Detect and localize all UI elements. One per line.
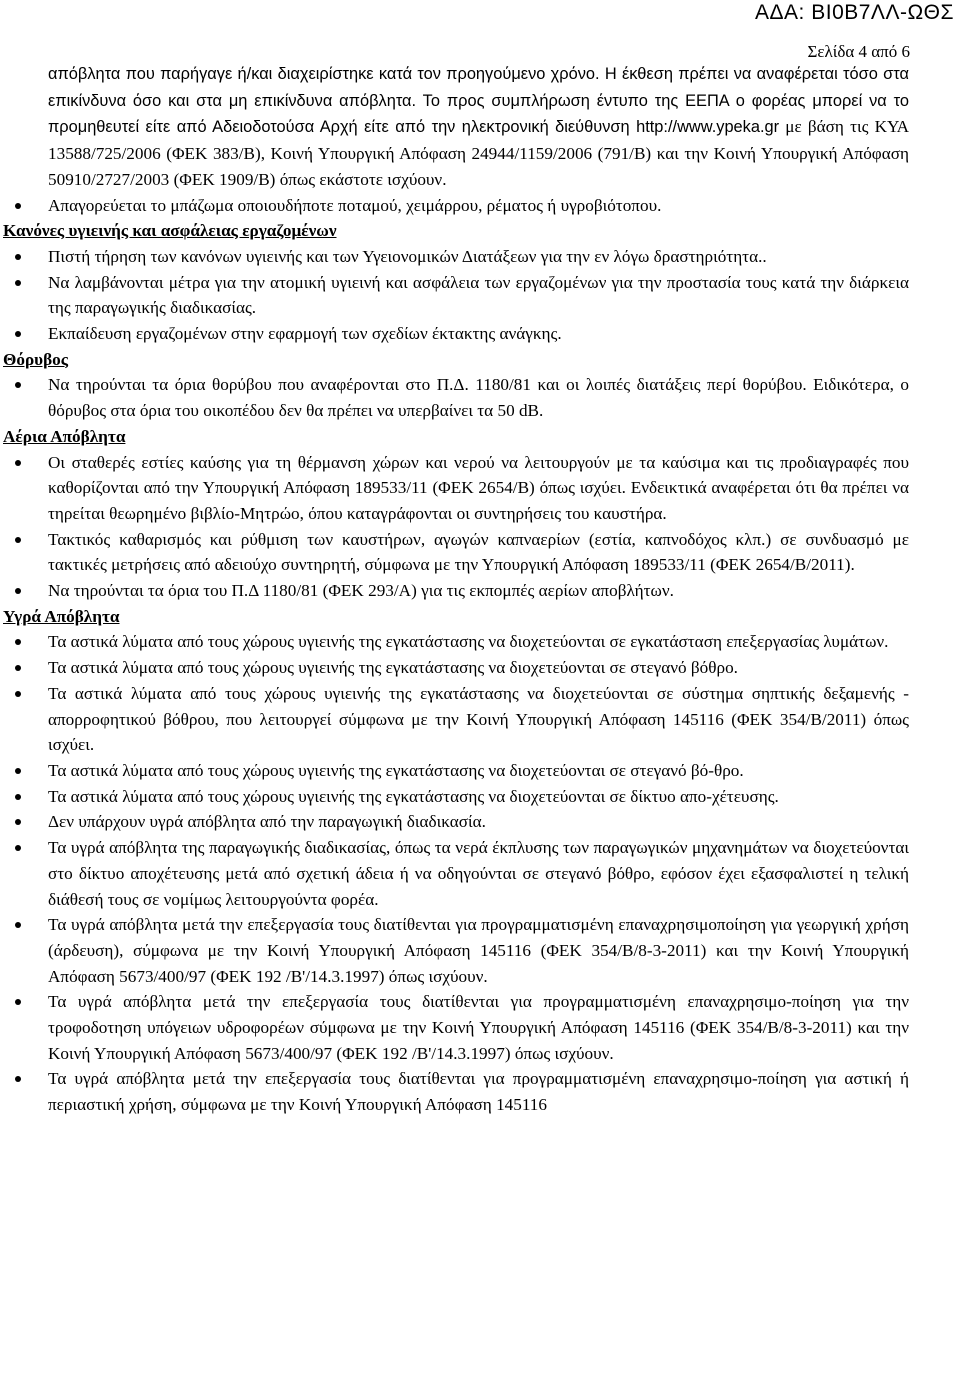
list-item bbox=[3, 809, 909, 835]
list-item-text: Τα αστικά λύματα από τους χώρους υγιεινής της εγκατάστασης να διοχετεύονται σε δίκτυο απο-χέτευσης. bbox=[48, 786, 779, 806]
list-item bbox=[3, 578, 909, 604]
intro-paragraph-part1: απόβλητα που παρήγαγε ή/και διαχειρίστηκε κατά τον προηγούμενο χρόνο. Η έκθεση πρέπει να αναφέρεται τόσο στα επικίνδυνα όσο και στα μη επικίνδυνα απόβλητα. Το προς συμπλήρωση έντυπο της ΕΕΠΑ ο φορέας μπορεί να το προμηθευτεί είτε από Αδειοδοτούσα Αρχή είτε από την ηλεκτρονική διεύθυνση http://www.ypeka.gr bbox=[48, 65, 909, 137]
list-item-text: Τα υγρά απόβλητα μετά την επεξεργασία τους διατίθενται για προγραμματισμένη επαναχρησιμο-ποίηση για την τροφοδοτηση υπόγειων υδροφορέων σύμφωνα με την Κοινή Υπουργική Απόφαση 145116 (ΦΕΚ 354/Β/8-3-2011) και την Κοινή Υπουργική Απόφαση 5673/400/97 (ΦΕΚ 192 /Β'/14.3.1997) όπως ισχύουν. bbox=[48, 992, 909, 1063]
list-item bbox=[3, 321, 909, 347]
list-item-text: Τα αστικά λύματα από τους χώρους υγιεινής της εγκατάστασης να διοχετεύονται σε εγκατάσταση επεξεργασίας λυμάτων. bbox=[48, 632, 889, 652]
bullet-icon bbox=[15, 922, 21, 928]
list-item-text: Τα υγρά απόβλητα της παραγωγικής διαδικασίας, όπως τα νερά έκπλυσης των παραγωγικών μηχανημάτων να διοχετεύονται στο δίκτυο αποχέτευσης μετά από σχετική άδεια ή να οδηγούνται σε στεγανό βόθρο, εφόσον έχει εξασφαλιστεί η τελική διάθεσή τους σε νομίμως λειτουργούντα φορέα. bbox=[48, 838, 909, 909]
list-item-text: Πιστή τήρηση των κανόνων υγιεινής και των Υγειονομικών Διατάξεων για την εν λόγω δραστηριότητα.. bbox=[48, 246, 767, 266]
list-item-text: Τα αστικά λύματα από τους χώρους υγιεινής της εγκατάστασης να διοχετεύονται σε στεγανό βό-θρο. bbox=[48, 760, 744, 780]
bullet-icon bbox=[15, 203, 21, 209]
document-body bbox=[3, 61, 909, 1118]
intro-bullet-list bbox=[3, 193, 909, 219]
bullet-icon bbox=[15, 794, 21, 800]
list-item bbox=[3, 193, 909, 219]
list-item-text: Οι σταθερές εστίες καύσης για τη θέρμανση χώρων και νερού να λειτουργούν με τα καύσιμα και τις προδιαγραφές που καθορίζονται από την Υπουργική Απόφαση 189533/11 (ΦΕΚ 2654/Β) όπως ισχύει. Ενδεικτικά αναφέρεται ότι θα πρέπει να τηρείται θεωρημένο βιβλίο-Μητρώο, όπου καταγράφονται οι συντηρήσεις του καυστήρα. bbox=[48, 452, 909, 523]
list-item bbox=[3, 629, 909, 655]
list-item bbox=[3, 912, 909, 989]
section-heading-liquid: Υγρά Απόβλητα bbox=[3, 606, 120, 626]
list-item bbox=[3, 1066, 909, 1117]
section-heading-air: Αέρια Απόβλητα bbox=[3, 426, 126, 446]
bullet-icon bbox=[15, 460, 21, 466]
list-item-text: Τα αστικά λύματα από τους χώρους υγιεινής της εγκατάστασης να διοχετεύονται σε στεγανό βόθρο. bbox=[48, 658, 738, 678]
bullet-icon bbox=[15, 1076, 21, 1082]
bullet-icon bbox=[15, 331, 21, 337]
intro-paragraph bbox=[48, 61, 909, 193]
bullet-icon bbox=[15, 537, 21, 543]
list-item-text: Τακτικός καθαρισμός και ρύθμιση των καυστήρων, αγωγών καπναερίων (εστία, καπνοδόχος κλπ.) σε συνδυασμό με τακτικές μετρήσεις από αδειούχο συντηρητή, σύμφωνα με την Υπουργική Απόφαση 189533/11 (ΦΕΚ 2654/Β/2011). bbox=[48, 529, 909, 575]
bullet-icon bbox=[15, 665, 21, 671]
list-item bbox=[3, 989, 909, 1066]
list-item bbox=[3, 758, 909, 784]
bullet-icon bbox=[15, 819, 21, 825]
bullet-icon bbox=[15, 280, 21, 286]
bullet-icon bbox=[15, 254, 21, 260]
list-item bbox=[3, 270, 909, 321]
list-item bbox=[3, 450, 909, 527]
bullet-icon bbox=[15, 845, 21, 851]
list-item bbox=[3, 835, 909, 912]
list-item-text: Τα αστικά λύματα από τους χώρους υγιεινής της εγκατάστασης να διοχετεύονται σε σύστημα σηπτικής δεξαμενής - απορροφητικού βόθρου, που λειτουργεί σύμφωνα με την Κοινή Υπουργική Απόφαση 145116 (ΦΕΚ 354/Β/2011) όπως ισχύει. bbox=[48, 683, 909, 755]
section-heading-noise: Θόρυβος bbox=[3, 349, 68, 369]
bullet-icon bbox=[15, 768, 21, 774]
list-item bbox=[3, 244, 909, 270]
list-item bbox=[3, 784, 909, 810]
list-item-text: Απαγορεύεται το μπάζωμα οποιουδήποτε ποταμού, χειμάρρου, ρέματος ή υγροβιότοπου. bbox=[48, 195, 662, 215]
bullet-icon bbox=[15, 691, 21, 697]
list-item-text: Τα υγρά απόβλητα μετά την επεξεργασία τους διατίθενται για προγραμματισμένη επαναχρησιμο-ποίηση για αστική ή περιαστική χρήση, σύμφωνα με την Κοινή Υπουργική Απόφαση 145116 bbox=[48, 1069, 909, 1115]
section-heading-hygiene: Κανόνες υγιεινής και ασφάλειας εργαζομένων bbox=[3, 221, 337, 241]
list-item bbox=[3, 372, 909, 423]
intro-paragraph-part2: με βάση τις ΚΥΑ 13588/725/2006 (ΦΕΚ 383/Β), Κοινή Υπουργική Απόφαση 24944/1159/2006 (791/Β) και την Κοινή Υπουργική Απόφαση 50910/2727/2003 (ΦΕΚ 1909/Β) όπως εκάστοτε ισχύουν. bbox=[48, 117, 910, 189]
ada-identifier: ΑΔΑ: ΒΙ0Β7ΛΛ-ΩΘΣ bbox=[755, 1, 954, 24]
bullet-icon bbox=[15, 382, 21, 388]
bullet-icon bbox=[15, 588, 21, 594]
list-item bbox=[3, 681, 909, 758]
list-item-text: Να τηρούνται τα όρια του Π.Δ 1180/81 (ΦΕΚ 293/Α) για τις εκπομπές αερίων αποβλήτων. bbox=[48, 581, 674, 601]
list-item bbox=[3, 527, 909, 578]
bullet-icon bbox=[15, 999, 21, 1005]
list-item-text: Τα υγρά απόβλητα μετά την επεξεργασία τους διατίθενται για προγραμματισμένη επαναχρησιμοποίηση για γεωργική χρήση (άρδευση), σύμφωνα με την Κοινή Υπουργική Απόφαση 145116 (ΦΕΚ 354/Β/8-3-2011) και την Κοινή Υπουργική Απόφαση 5673/400/97 (ΦΕΚ 192 /Β'/14.3.1997) όπως ισχύουν. bbox=[48, 915, 909, 986]
noise-list bbox=[3, 372, 909, 423]
bullet-icon bbox=[15, 639, 21, 645]
list-item-text: Να λαμβάνονται μέτρα για την ατομική υγιεινή και ασφάλεια των εργαζομένων για την προστασία τους κατά την διάρκεια της παραγωγικής διαδικασίας. bbox=[48, 272, 909, 318]
list-item-text: Να τηρούνται τα όρια θορύβου που αναφέρονται στο Π.Δ. 1180/81 και οι λοιπές διατάξεις περί θορύβου. Ειδικότερα, ο θόρυβος στα όρια του οικοπέδου δεν θα πρέπει να υπερβαίνει τα 50 dB. bbox=[48, 375, 909, 421]
list-item bbox=[3, 655, 909, 681]
hygiene-list bbox=[3, 244, 909, 347]
air-list bbox=[3, 450, 909, 604]
liquid-list bbox=[3, 629, 909, 1117]
list-item-text: Εκπαίδευση εργαζομένων στην εφαρμογή των σχεδίων έκτακτης ανάγκης. bbox=[48, 324, 562, 344]
list-item-text: Δεν υπάρχουν υγρά απόβλητα από την παραγωγική διαδικασία. bbox=[48, 812, 486, 832]
page-number: Σελίδα 4 από 6 bbox=[807, 42, 910, 61]
